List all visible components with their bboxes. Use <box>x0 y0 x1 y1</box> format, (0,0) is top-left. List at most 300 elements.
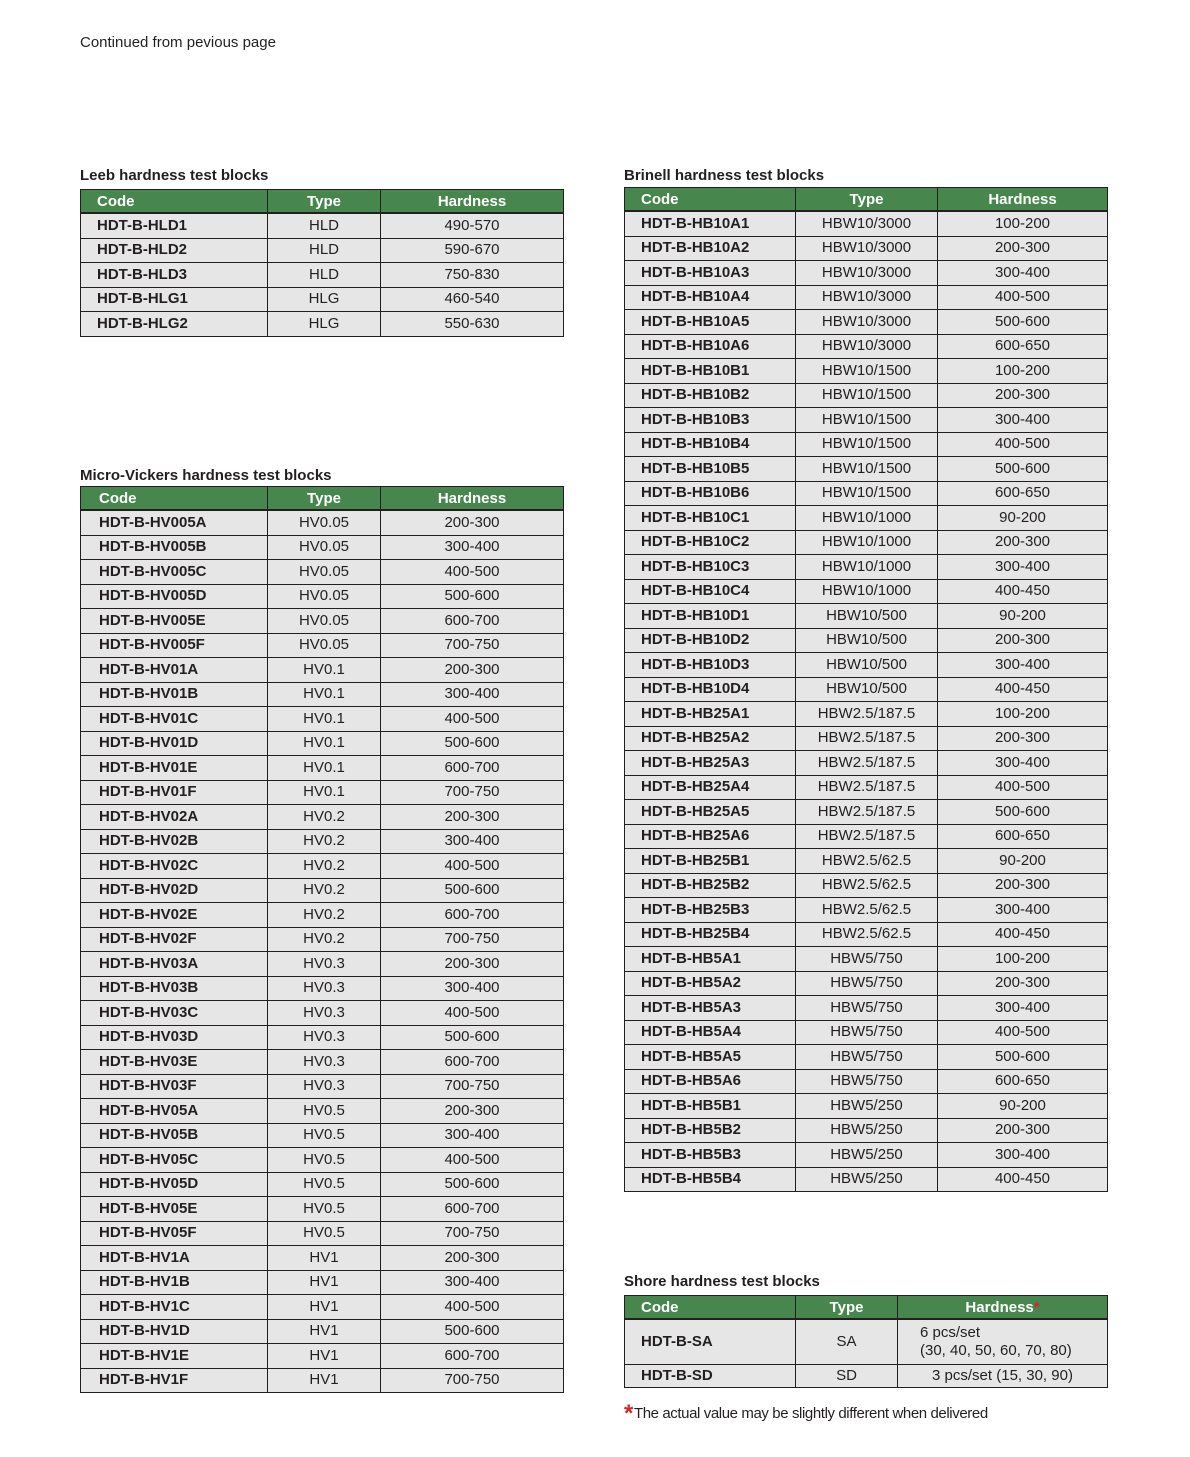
table-row <box>81 805 564 830</box>
code-cell: HDT-B-HB5A5 <box>625 1045 796 1070</box>
code-cell: HDT-B-HB25B1 <box>625 849 796 874</box>
type-cell: HBW5/750 <box>796 947 938 972</box>
table-row <box>625 947 1108 972</box>
table-row <box>81 633 564 658</box>
code-cell: HDT-B-HB10C1 <box>625 506 796 531</box>
code-cell: HDT-B-HB10B3 <box>625 408 796 433</box>
table-row <box>81 976 564 1001</box>
code-cell: HDT-B-HV1E <box>81 1344 268 1369</box>
hardness-cell: 300-400 <box>938 408 1108 433</box>
hardness-cell: 90-200 <box>938 849 1108 874</box>
hardness-cell: 500-600 <box>381 731 564 756</box>
table-row <box>81 1123 564 1148</box>
code-cell: HDT-B-HLG2 <box>81 312 268 337</box>
hardness-cell: 400-500 <box>938 285 1108 310</box>
hardness-cell: 500-600 <box>381 1025 564 1050</box>
hardness-cell: 200-300 <box>381 952 564 977</box>
header-type: Type <box>268 487 381 511</box>
table-row <box>81 1074 564 1099</box>
code-cell: HDT-B-HB10A1 <box>625 211 796 236</box>
code-cell: HDT-B-HV02A <box>81 805 268 830</box>
table-row <box>81 682 564 707</box>
hardness-cell: 500-600 <box>381 584 564 609</box>
code-cell: HDT-B-HB10B4 <box>625 432 796 457</box>
type-cell: HV0.3 <box>268 1001 381 1026</box>
type-cell: HV0.3 <box>268 952 381 977</box>
table-row <box>625 702 1108 727</box>
table-row <box>625 653 1108 678</box>
type-cell: HBW2.5/62.5 <box>796 898 938 923</box>
header-type: Type <box>268 190 381 214</box>
shore-table <box>624 1295 1108 1388</box>
code-cell: HDT-B-HB25A3 <box>625 751 796 776</box>
hardness-line: 6 pcs/set <box>920 1324 981 1341</box>
type-cell: HV1 <box>268 1344 381 1369</box>
type-cell: HV0.1 <box>268 756 381 781</box>
type-cell: HBW10/3000 <box>796 334 938 359</box>
type-cell: HBW5/750 <box>796 996 938 1021</box>
header-hardness: Hardness <box>938 188 1108 212</box>
code-cell: HDT-B-HB5B1 <box>625 1094 796 1119</box>
code-cell: HDT-B-HV03E <box>81 1050 268 1075</box>
type-cell: HBW10/1000 <box>796 530 938 555</box>
table-row <box>625 677 1108 702</box>
table-row <box>81 1148 564 1173</box>
code-cell: HDT-B-HV02B <box>81 829 268 854</box>
table-row <box>81 903 564 928</box>
code-cell: HDT-B-HB10A5 <box>625 310 796 335</box>
hardness-cell: 90-200 <box>938 604 1108 629</box>
type-cell: HV0.3 <box>268 976 381 1001</box>
type-cell: HV0.1 <box>268 707 381 732</box>
type-cell: HV0.2 <box>268 829 381 854</box>
code-cell: HDT-B-HV01B <box>81 682 268 707</box>
type-cell: HBW10/500 <box>796 604 938 629</box>
table-row <box>625 506 1108 531</box>
type-cell: HV0.1 <box>268 731 381 756</box>
header-hardness <box>898 1296 1108 1320</box>
code-cell: HDT-B-HV03D <box>81 1025 268 1050</box>
hardness-cell: 500-600 <box>938 1045 1108 1070</box>
hardness-cell: 300-400 <box>938 996 1108 1021</box>
hardness-cell: 200-300 <box>938 383 1108 408</box>
code-cell: HDT-B-HV005B <box>81 535 268 560</box>
hardness-cell: 750-830 <box>381 263 564 288</box>
table-row <box>625 383 1108 408</box>
type-cell: HV0.5 <box>268 1123 381 1148</box>
table-row <box>81 1050 564 1075</box>
hardness-cell: 90-200 <box>938 506 1108 531</box>
type-cell: SD <box>796 1365 898 1388</box>
code-cell: HDT-B-HV1C <box>81 1295 268 1320</box>
header-code: Code <box>81 487 268 511</box>
type-cell: HBW5/750 <box>796 971 938 996</box>
code-cell: HDT-B-HV1D <box>81 1319 268 1344</box>
code-cell: HDT-B-SD <box>625 1365 796 1388</box>
page-note: Continued from pevious page <box>80 34 276 51</box>
code-cell: HDT-B-HV03B <box>81 976 268 1001</box>
code-cell: HDT-B-HB10D4 <box>625 677 796 702</box>
hardness-cell: 300-400 <box>381 682 564 707</box>
table-row <box>81 1344 564 1369</box>
table-row <box>81 731 564 756</box>
type-cell: HBW10/3000 <box>796 211 938 236</box>
table-row <box>625 996 1108 1021</box>
table-row <box>81 1368 564 1393</box>
type-cell: HLD <box>268 213 381 238</box>
hardness-cell: 600-700 <box>381 1197 564 1222</box>
code-cell: HDT-B-HV1A <box>81 1246 268 1271</box>
hardness-cell: 500-600 <box>938 457 1108 482</box>
code-cell: HDT-B-HV03F <box>81 1074 268 1099</box>
type-cell: HBW2.5/62.5 <box>796 873 938 898</box>
code-cell: HDT-B-HB10A2 <box>625 236 796 261</box>
type-cell: HV0.3 <box>268 1050 381 1075</box>
code-cell: HDT-B-HB25B4 <box>625 922 796 947</box>
code-cell: HDT-B-HB5B4 <box>625 1167 796 1192</box>
hardness-cell: 400-500 <box>381 1148 564 1173</box>
type-cell: HBW10/1000 <box>796 555 938 580</box>
header-hardness: Hardness <box>381 190 564 214</box>
type-cell: HBW10/500 <box>796 677 938 702</box>
hardness-cell: 400-500 <box>381 707 564 732</box>
code-cell: HDT-B-HV05A <box>81 1099 268 1124</box>
type-cell: HV0.3 <box>268 1025 381 1050</box>
hardness-cell: 700-750 <box>381 1368 564 1393</box>
asterisk-mark: * <box>624 1400 633 1427</box>
type-cell: HBW5/750 <box>796 1020 938 1045</box>
brinell-title: Brinell hardness test blocks <box>624 167 825 184</box>
type-cell: HV0.1 <box>268 780 381 805</box>
type-cell: HV0.05 <box>268 510 381 535</box>
hardness-cell: 300-400 <box>381 535 564 560</box>
type-cell: HLG <box>268 287 381 312</box>
type-cell: HBW10/1000 <box>796 506 938 531</box>
hardness-cell: 200-300 <box>381 1099 564 1124</box>
code-cell: HDT-B-SA <box>625 1319 796 1365</box>
table-row <box>625 873 1108 898</box>
code-cell: HDT-B-HB25B2 <box>625 873 796 898</box>
table-row <box>81 584 564 609</box>
code-cell: HDT-B-HB10B1 <box>625 359 796 384</box>
type-cell: HV0.05 <box>268 560 381 585</box>
table-row <box>625 751 1108 776</box>
code-cell: HDT-B-HB5A2 <box>625 971 796 996</box>
table-row <box>625 1094 1108 1119</box>
type-cell: HBW10/3000 <box>796 310 938 335</box>
hardness-cell: 460-540 <box>381 287 564 312</box>
hardness-cell: 600-700 <box>381 903 564 928</box>
hardness-cell: 200-300 <box>938 628 1108 653</box>
hardness-cell: 200-300 <box>938 873 1108 898</box>
hardness-cell: 600-700 <box>381 1050 564 1075</box>
table-row <box>81 707 564 732</box>
code-cell: HDT-B-HB10A3 <box>625 261 796 286</box>
hardness-cell: 700-750 <box>381 633 564 658</box>
type-cell: HV0.5 <box>268 1148 381 1173</box>
code-cell: HDT-B-HV01D <box>81 731 268 756</box>
hardness-cell: 100-200 <box>938 702 1108 727</box>
code-cell: HDT-B-HV01F <box>81 780 268 805</box>
hardness-cell: 500-600 <box>381 1172 564 1197</box>
hardness-cell: 3 pcs/set (15, 30, 90) <box>898 1365 1108 1388</box>
type-cell: HBW5/750 <box>796 1045 938 1070</box>
type-cell: HBW10/3000 <box>796 261 938 286</box>
hardness-cell <box>898 1319 1108 1365</box>
code-cell: HDT-B-HB25A5 <box>625 800 796 825</box>
code-cell: HDT-B-HV005D <box>81 584 268 609</box>
hardness-cell: 500-600 <box>381 878 564 903</box>
table-row <box>625 898 1108 923</box>
type-cell: HBW2.5/187.5 <box>796 824 938 849</box>
table-row <box>625 285 1108 310</box>
header-code: Code <box>625 1296 796 1320</box>
code-cell: HDT-B-HB5A1 <box>625 947 796 972</box>
code-cell: HDT-B-HV01E <box>81 756 268 781</box>
code-cell: HDT-B-HB10A6 <box>625 334 796 359</box>
type-cell: HV0.2 <box>268 903 381 928</box>
table-row <box>81 609 564 634</box>
code-cell: HDT-B-HV02C <box>81 854 268 879</box>
footnote <box>624 1400 988 1428</box>
type-cell: HLD <box>268 238 381 263</box>
header-hardness-label: Hardness <box>965 1298 1034 1316</box>
table-row <box>625 1069 1108 1094</box>
table-row <box>625 1118 1108 1143</box>
table-row <box>625 334 1108 359</box>
type-cell: HBW10/3000 <box>796 285 938 310</box>
table-row <box>81 952 564 977</box>
type-cell: HLG <box>268 312 381 337</box>
hardness-line: (30, 40, 50, 60, 70, 80) <box>920 1342 1072 1359</box>
hardness-cell: 200-300 <box>938 726 1108 751</box>
type-cell: HBW2.5/187.5 <box>796 775 938 800</box>
type-cell: HV0.5 <box>268 1221 381 1246</box>
table-row <box>625 800 1108 825</box>
hardness-cell: 700-750 <box>381 927 564 952</box>
code-cell: HDT-B-HV01C <box>81 707 268 732</box>
table-row <box>625 1319 1108 1365</box>
code-cell: HDT-B-HB10B2 <box>625 383 796 408</box>
code-cell: HDT-B-HB5A3 <box>625 996 796 1021</box>
hardness-cell: 550-630 <box>381 312 564 337</box>
table-row <box>81 756 564 781</box>
hardness-cell: 700-750 <box>381 780 564 805</box>
code-cell: HDT-B-HB10D2 <box>625 628 796 653</box>
type-cell: HBW5/250 <box>796 1167 938 1192</box>
table-row <box>81 287 564 312</box>
hardness-cell: 300-400 <box>938 1143 1108 1168</box>
hardness-cell: 400-500 <box>381 560 564 585</box>
hardness-cell: 500-600 <box>938 800 1108 825</box>
hardness-cell: 600-650 <box>938 334 1108 359</box>
table-row <box>625 432 1108 457</box>
type-cell: HLD <box>268 263 381 288</box>
hardness-cell: 490-570 <box>381 213 564 238</box>
code-cell: HDT-B-HB5B3 <box>625 1143 796 1168</box>
micro-vickers-table <box>80 486 564 1393</box>
type-cell: HBW5/250 <box>796 1118 938 1143</box>
table-row <box>625 824 1108 849</box>
table-row <box>625 481 1108 506</box>
code-cell: HDT-B-HB25A6 <box>625 824 796 849</box>
header-type: Type <box>796 1296 898 1320</box>
table-row <box>81 1172 564 1197</box>
hardness-cell: 200-300 <box>381 658 564 683</box>
type-cell: HBW2.5/62.5 <box>796 922 938 947</box>
code-cell: HDT-B-HV01A <box>81 658 268 683</box>
hardness-cell: 100-200 <box>938 359 1108 384</box>
table-row <box>625 922 1108 947</box>
table-row <box>625 1020 1108 1045</box>
code-cell: HDT-B-HV005A <box>81 510 268 535</box>
type-cell: HV0.2 <box>268 805 381 830</box>
type-cell: HV0.05 <box>268 633 381 658</box>
code-cell: HDT-B-HB25B3 <box>625 898 796 923</box>
table-row <box>625 457 1108 482</box>
code-cell: HDT-B-HV02E <box>81 903 268 928</box>
leeb-table <box>80 189 564 337</box>
table-row <box>81 658 564 683</box>
hardness-cell: 400-500 <box>381 1295 564 1320</box>
type-cell: HV0.1 <box>268 682 381 707</box>
hardness-cell: 590-670 <box>381 238 564 263</box>
type-cell: HV0.5 <box>268 1099 381 1124</box>
table-row <box>625 359 1108 384</box>
hardness-cell: 300-400 <box>381 829 564 854</box>
hardness-cell: 300-400 <box>938 555 1108 580</box>
hardness-cell: 400-500 <box>938 432 1108 457</box>
hardness-cell: 400-500 <box>381 854 564 879</box>
hardness-cell: 600-650 <box>938 824 1108 849</box>
code-cell: HDT-B-HLG1 <box>81 287 268 312</box>
hardness-cell: 700-750 <box>381 1074 564 1099</box>
table-row <box>625 1365 1108 1388</box>
hardness-cell: 100-200 <box>938 211 1108 236</box>
type-cell: HBW2.5/62.5 <box>796 849 938 874</box>
code-cell: HDT-B-HV05C <box>81 1148 268 1173</box>
hardness-cell: 90-200 <box>938 1094 1108 1119</box>
header-code: Code <box>625 188 796 212</box>
table-row <box>81 1295 564 1320</box>
table-row <box>81 213 564 238</box>
table-row <box>81 878 564 903</box>
code-cell: HDT-B-HV005E <box>81 609 268 634</box>
type-cell: HBW10/1500 <box>796 408 938 433</box>
leeb-title: Leeb hardness test blocks <box>80 167 269 184</box>
table-row <box>625 211 1108 236</box>
asterisk-mark: * <box>1033 1298 1040 1316</box>
type-cell: HBW5/750 <box>796 1069 938 1094</box>
hardness-cell: 300-400 <box>938 261 1108 286</box>
brinell-table <box>624 187 1108 1192</box>
code-cell: HDT-B-HLD3 <box>81 263 268 288</box>
header-hardness: Hardness <box>381 487 564 511</box>
hardness-cell: 400-450 <box>938 677 1108 702</box>
type-cell: HV0.3 <box>268 1074 381 1099</box>
code-cell: HDT-B-HV02D <box>81 878 268 903</box>
table-row <box>625 726 1108 751</box>
table-row <box>81 1270 564 1295</box>
hardness-cell: 400-500 <box>381 1001 564 1026</box>
table-row <box>81 560 564 585</box>
code-cell: HDT-B-HV03A <box>81 952 268 977</box>
table-row <box>625 849 1108 874</box>
hardness-cell: 500-600 <box>938 310 1108 335</box>
hardness-cell: 300-400 <box>938 898 1108 923</box>
hardness-cell: 400-450 <box>938 922 1108 947</box>
type-cell: HBW10/1500 <box>796 457 938 482</box>
type-cell: HBW5/250 <box>796 1143 938 1168</box>
hardness-cell: 400-500 <box>938 1020 1108 1045</box>
code-cell: HDT-B-HLD2 <box>81 238 268 263</box>
type-cell: HV0.2 <box>268 927 381 952</box>
type-cell: HBW2.5/187.5 <box>796 726 938 751</box>
table-row <box>81 854 564 879</box>
hardness-cell: 200-300 <box>938 530 1108 555</box>
table-row <box>81 535 564 560</box>
type-cell: HV0.2 <box>268 878 381 903</box>
code-cell: HDT-B-HLD1 <box>81 213 268 238</box>
hardness-cell: 200-300 <box>938 1118 1108 1143</box>
type-cell: HV0.1 <box>268 658 381 683</box>
code-cell: HDT-B-HV05F <box>81 1221 268 1246</box>
table-row <box>625 1045 1108 1070</box>
hardness-cell: 600-700 <box>381 609 564 634</box>
table-row <box>81 1221 564 1246</box>
type-cell: HV0.05 <box>268 535 381 560</box>
type-cell: HBW10/500 <box>796 653 938 678</box>
type-cell: HBW10/1500 <box>796 359 938 384</box>
code-cell: HDT-B-HB10B6 <box>625 481 796 506</box>
hardness-cell: 400-500 <box>938 775 1108 800</box>
type-cell: HV0.2 <box>268 854 381 879</box>
hardness-cell: 300-400 <box>381 1123 564 1148</box>
code-cell: HDT-B-HV1B <box>81 1270 268 1295</box>
table-row <box>625 604 1108 629</box>
table-row <box>81 312 564 337</box>
table-row <box>625 530 1108 555</box>
type-cell: HV1 <box>268 1270 381 1295</box>
hardness-cell: 300-400 <box>938 751 1108 776</box>
code-cell: HDT-B-HB10C3 <box>625 555 796 580</box>
table-row <box>81 263 564 288</box>
type-cell: HBW10/500 <box>796 628 938 653</box>
table-row <box>625 1143 1108 1168</box>
table-row <box>81 927 564 952</box>
header-type: Type <box>796 188 938 212</box>
hardness-cell: 200-300 <box>938 236 1108 261</box>
table-row <box>625 971 1108 996</box>
code-cell: HDT-B-HV02F <box>81 927 268 952</box>
type-cell: HV0.5 <box>268 1197 381 1222</box>
code-cell: HDT-B-HB25A4 <box>625 775 796 800</box>
hardness-cell: 500-600 <box>381 1319 564 1344</box>
table-row <box>81 1099 564 1124</box>
hardness-cell: 600-650 <box>938 481 1108 506</box>
type-cell: HBW10/3000 <box>796 236 938 261</box>
type-cell: HBW10/1000 <box>796 579 938 604</box>
code-cell: HDT-B-HB10C2 <box>625 530 796 555</box>
code-cell: HDT-B-HV1F <box>81 1368 268 1393</box>
table-row <box>625 775 1108 800</box>
code-cell: HDT-B-HB5A4 <box>625 1020 796 1045</box>
code-cell: HDT-B-HB10D3 <box>625 653 796 678</box>
hardness-cell: 600-700 <box>381 756 564 781</box>
code-cell: HDT-B-HB25A1 <box>625 702 796 727</box>
table-row <box>625 236 1108 261</box>
type-cell: HV1 <box>268 1319 381 1344</box>
